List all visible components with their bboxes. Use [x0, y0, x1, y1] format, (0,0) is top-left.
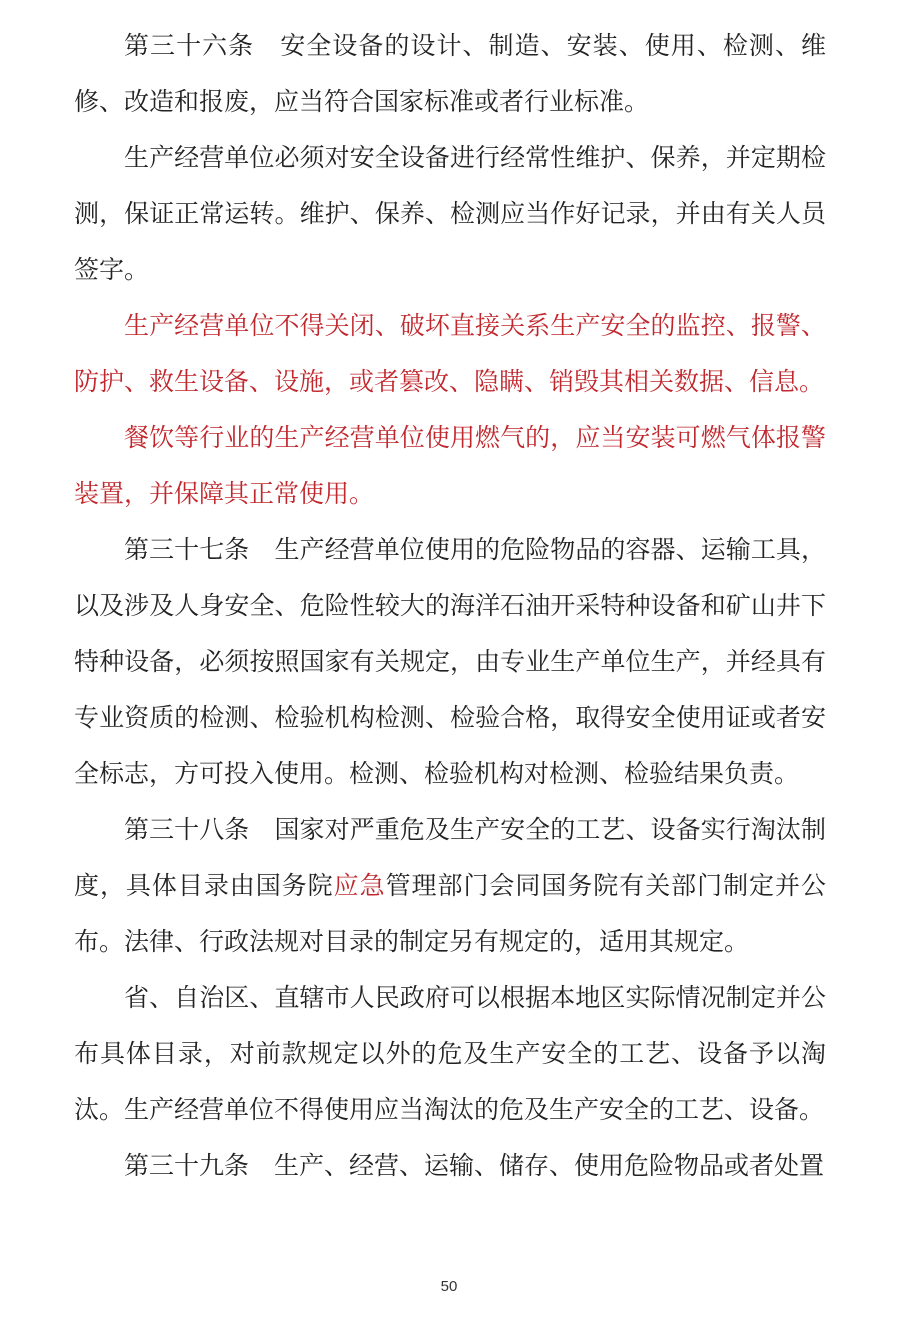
article-37-paragraph: 第三十七条 生产经营单位使用的危险物品的容器、运输工具，以及涉及人身安全、危险性较大的海洋石油开采特种设备和矿山井下特种设备，必须按照国家有关规定，由专业生产单位生产，并经具有专业资质的检测、检验机构检测、检验合格，取得安全使用证或者安全标志，方可投入使用。检测、检验机构对检测、检验结果负责。 — [74, 535, 826, 788]
page-number: 50 — [440, 1278, 458, 1295]
article-38-paragraph — [74, 802, 826, 970]
article-38-text-after: 管理部门会同国务院有关部门制定并公布。法律、行政法规对目录的制定另有规定的，适用其规定。 — [74, 871, 826, 956]
provincial-catalog-paragraph: 省、自治区、直辖市人民政府可以根据本地区实际情况制定并公布具体目录，对前款规定以外的危及生产安全的工艺、设备予以淘汰。 — [74, 983, 826, 1124]
article-38-highlight: 应急 — [333, 871, 386, 900]
maintenance-paragraph: 生产经营单位必须对安全设备进行经常性维护、保养，并定期检测，保证正常运转。维护、保养、检测应当作好记录，并由有关人员签字。 — [74, 143, 826, 284]
monitoring-prohibition-paragraph: 生产经营单位不得关闭、破坏直接关系生产安全的监控、报警、防护、救生设备、设施，或者篡改、隐瞒、销毁其相关数据、信息。 — [74, 311, 826, 396]
article-39-paragraph: 第三十九条 生产、经营、运输、储存、使用危险物品或者处置 — [124, 1151, 825, 1180]
gas-alarm-paragraph: 餐饮等行业的生产经营单位使用燃气的，应当安装可燃气体报警装置，并保障其正常使用。 — [74, 423, 826, 508]
article-36-paragraph: 第三十六条 安全设备的设计、制造、安装、使用、检测、维修、改造和报废，应当符合国家标准或者行业标准。 — [74, 31, 826, 116]
obsolete-equipment-paragraph: 生产经营单位不得使用应当淘汰的危及生产安全的工艺、设备。 — [124, 1095, 825, 1124]
article-38-text-before: 第三十八条 国家对严重危及生产安全的工艺、设备实行淘汰制度，具体目录由国务院 — [74, 815, 826, 900]
